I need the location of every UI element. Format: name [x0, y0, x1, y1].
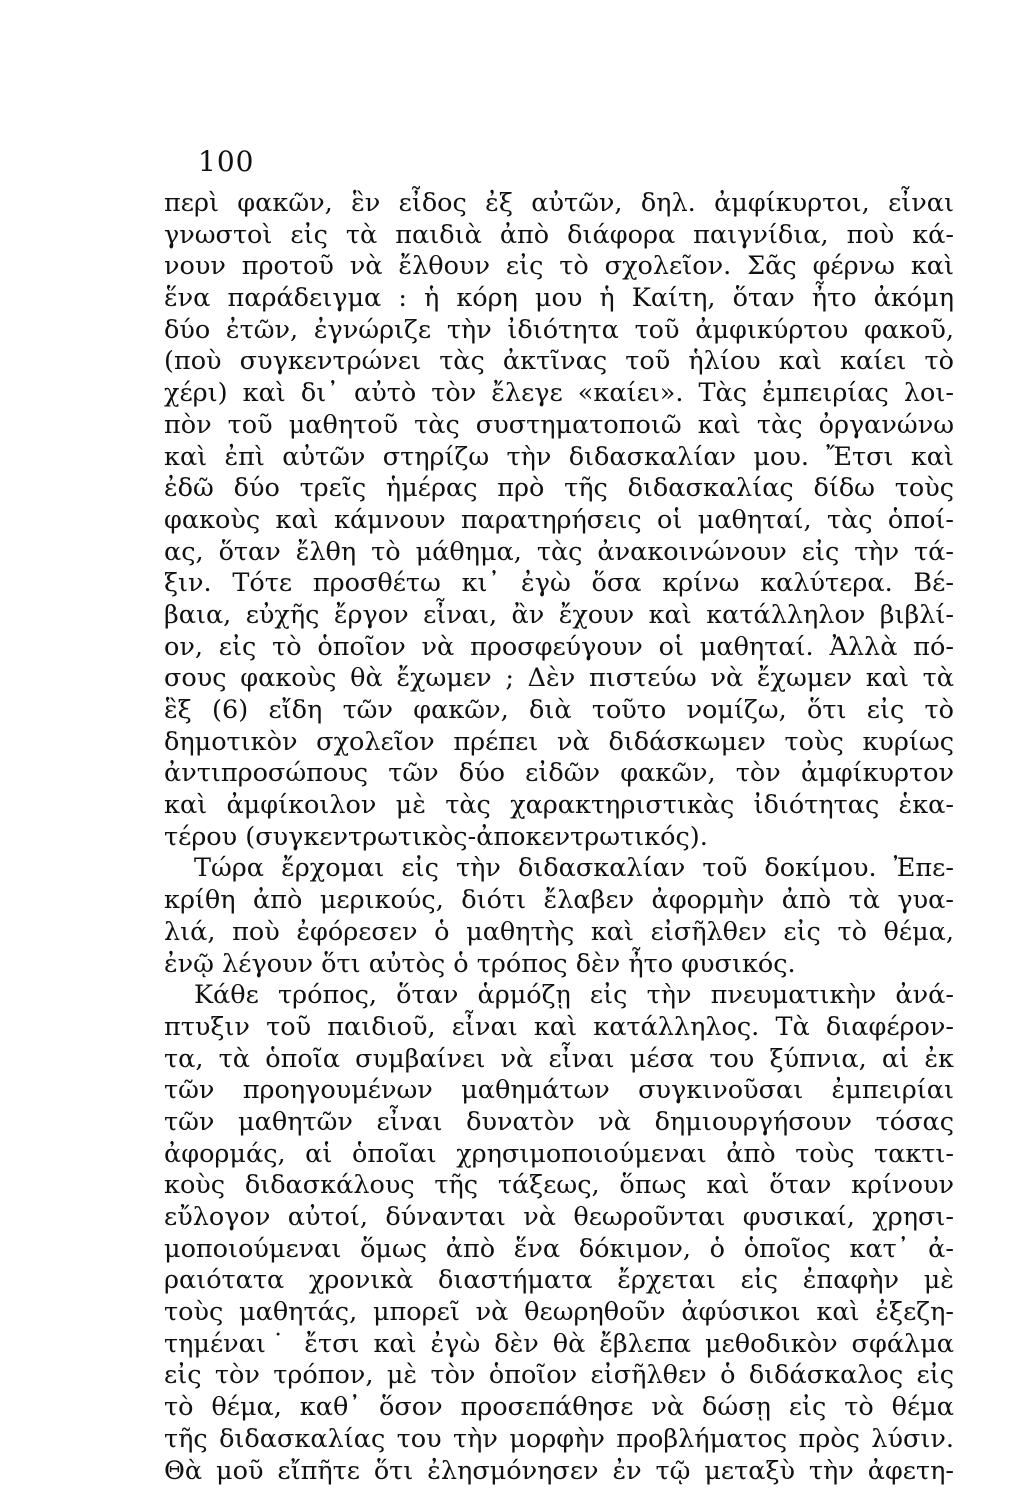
text-line: χέρι) καὶ δι᾽ αὐτὸ τὸν ἔλεγε «καίει». Τὰς ἐμπειρίας λοι- — [164, 378, 954, 409]
page-number: 100 — [198, 145, 255, 178]
text-line: ἕνα παράδειγμα : ἡ κόρη μου ἡ Καίτη, ὅταν ἦτο ἀκόμη — [164, 283, 954, 314]
text-line: μοποιούμεναι ὅμως ἀπὸ ἕνα δόκιμον, ὁ ὁποῖος κατ᾽ ἀ- — [164, 1233, 954, 1264]
text-line: τέρου (συγκεντρωτικὸς-ἀποκεντρωτικός). — [164, 821, 708, 852]
text-line: τῆς διδασκαλίας του τὴν μορφὴν προβλήματος πρὸς λύσιν. — [164, 1423, 954, 1454]
text-line: δύο ἐτῶν, ἐγνώριζε τὴν ἰδιότητα τοῦ ἀμφικύρτου φακοῦ, — [164, 314, 954, 345]
text-line: τῶν μαθητῶν εἶναι δυνατὸν νὰ δημιουργήσουν τόσας — [164, 1106, 954, 1137]
text-line: ραιότατα χρονικὰ διαστήματα ἔρχεται εἰς ἐπαφὴν μὲ — [164, 1265, 954, 1296]
body-text — [164, 188, 954, 1487]
text-line: ξιν. Τότε προσθέτω κι᾽ ἐγὼ ὅσα κρίνω καλύτερα. Βέ- — [164, 568, 954, 599]
text-line: ἓξ (6) εἴδη τῶν φακῶν, διὰ τοῦτο νομίζω, ὅτι εἰς τὸ — [164, 695, 954, 725]
text-line: Τώρα ἔρχομαι εἰς τὴν διδασκαλίαν τοῦ δοκίμου. Ἐπε- — [194, 853, 954, 884]
text-line: σους φακοὺς θὰ ἔχωμεν ; Δὲν πιστεύω νὰ ἔχωμεν καὶ τὰ — [164, 663, 954, 694]
text-line: ἀντιπροσώπους τῶν δύο εἰδῶν φακῶν, τὸν ἀμφίκυρτον — [164, 758, 954, 789]
text-line: τημέναι˙ ἔτσι καὶ ἐγὼ δὲν θὰ ἔβλεπα μεθοδικὸν σφάλμα — [164, 1328, 954, 1359]
text-line: ἐνῷ λέγουν ὅτι αὐτὸς ὁ τρόπος δὲν ἦτο φυσικός. — [164, 948, 796, 979]
text-line: τοὺς μαθητάς, μπορεῖ νὰ θεωρηθοῦν ἀφύσικοι καὶ ἐξεζη- — [164, 1297, 954, 1328]
text-line: Κάθε τρόπος, ὅταν ἁρμόζῃ εἰς τὴν πνευματικὴν ἀνά- — [194, 980, 954, 1011]
text-line: καὶ ἐπὶ αὐτῶν στηρίζω τὴν διδασκαλίαν μου. Ἔτσι καὶ — [164, 441, 954, 472]
text-line: ἐδῶ δύο τρεῖς ἡμέρας πρὸ τῆς διδασκαλίας δίδω τοὺς — [164, 473, 954, 504]
text-line: καὶ ἀμφίκοιλον μὲ τὰς χαρακτηριστικὰς ἰδιότητας ἑκα- — [164, 790, 954, 821]
text-line: βαια, εὐχῆς ἔργον εἶναι, ἂν ἔχουν καὶ κατάλληλον βιβλί- — [164, 599, 954, 630]
text-line: ἀφορμάς, αἱ ὁποῖαι χρησιμοποιούμεναι ἀπὸ τοὺς τακτι- — [164, 1138, 954, 1169]
text-line: ας, ὅταν ἔλθη τὸ μάθημα, τὰς ἀνακοινώνουν εἰς τὴν τά- — [164, 536, 954, 567]
text-line: τα, τὰ ὁποῖα συμβαίνει νὰ εἶναι μέσα του ξύπνια, αἱ ἐκ — [164, 1043, 954, 1074]
text-line: (ποὺ συγκεντρώνει τὰς ἀκτῖνας τοῦ ἡλίου καὶ καίει τὸ — [164, 346, 954, 377]
text-line: τῶν προηγουμένων μαθημάτων συγκινοῦσαι ἐμπειρίαι — [164, 1075, 954, 1106]
text-line: δημοτικὸν σχολεῖον πρέπει νὰ διδάσκωμεν τοὺς κυρίως — [164, 726, 954, 757]
text-line: νουν προτοῦ νὰ ἔλθουν εἰς τὸ σχολεῖον. Σᾶς φέρνω καὶ — [164, 251, 954, 282]
text-line: λιά, ποὺ ἐφόρεσεν ὁ μαθητὴς καὶ εἰσῆλθεν εἰς τὸ θέμα, — [164, 916, 954, 947]
text-line: κρίθη ἀπὸ μερικούς, διότι ἔλαβεν ἀφορμὴν ἀπὸ τὰ γυα- — [164, 885, 954, 916]
text-line: περὶ φακῶν, ἓν εἶδος ἐξ αὐτῶν, δηλ. ἀμφίκυρτοι, εἶναι — [164, 188, 954, 218]
text-line: γνωστοὶ εἰς τὰ παιδιὰ ἀπὸ διάφορα παιγνίδια, ποὺ κά- — [164, 219, 954, 250]
text-line: κοὺς διδασκάλους τῆς τάξεως, ὅπως καὶ ὅταν κρίνουν — [164, 1170, 954, 1201]
text-line: Θὰ μοῦ εἴπῆτε ὅτι ἐλησμόνησεν ἐν τῷ μεταξὺ τὴν ἀφετη- — [164, 1455, 954, 1486]
text-line: πτυξιν τοῦ παιδιοῦ, εἶναι καὶ κατάλληλος. Τὰ διαφέρον- — [164, 1011, 954, 1042]
text-line: φακοὺς καὶ κάμνουν παρατηρήσεις οἱ μαθηταί, τὰς ὁποί- — [164, 504, 954, 535]
text-line: εἰς τὸν τρόπον, μὲ τὸν ὁποῖον εἰσῆλθεν ὁ διδάσκαλος εἰς — [164, 1360, 954, 1391]
text-line: ον, εἰς τὸ ὁποῖον νὰ προσφεύγουν οἱ μαθηταί. Ἀλλὰ πό- — [164, 631, 954, 662]
text-line: τὸ θέμα, καθ᾽ ὅσον προσεπάθησε νὰ δώσῃ εἰς τὸ θέμα — [164, 1392, 954, 1423]
text-line: πὸν τοῦ μαθητοῦ τὰς συστηματοποιῶ καὶ τὰς ὀργανώνω — [164, 409, 954, 440]
text-line: εὔλογον αὐτοί, δύνανται νὰ θεωροῦνται φυσικαί, χρησι- — [164, 1202, 954, 1232]
